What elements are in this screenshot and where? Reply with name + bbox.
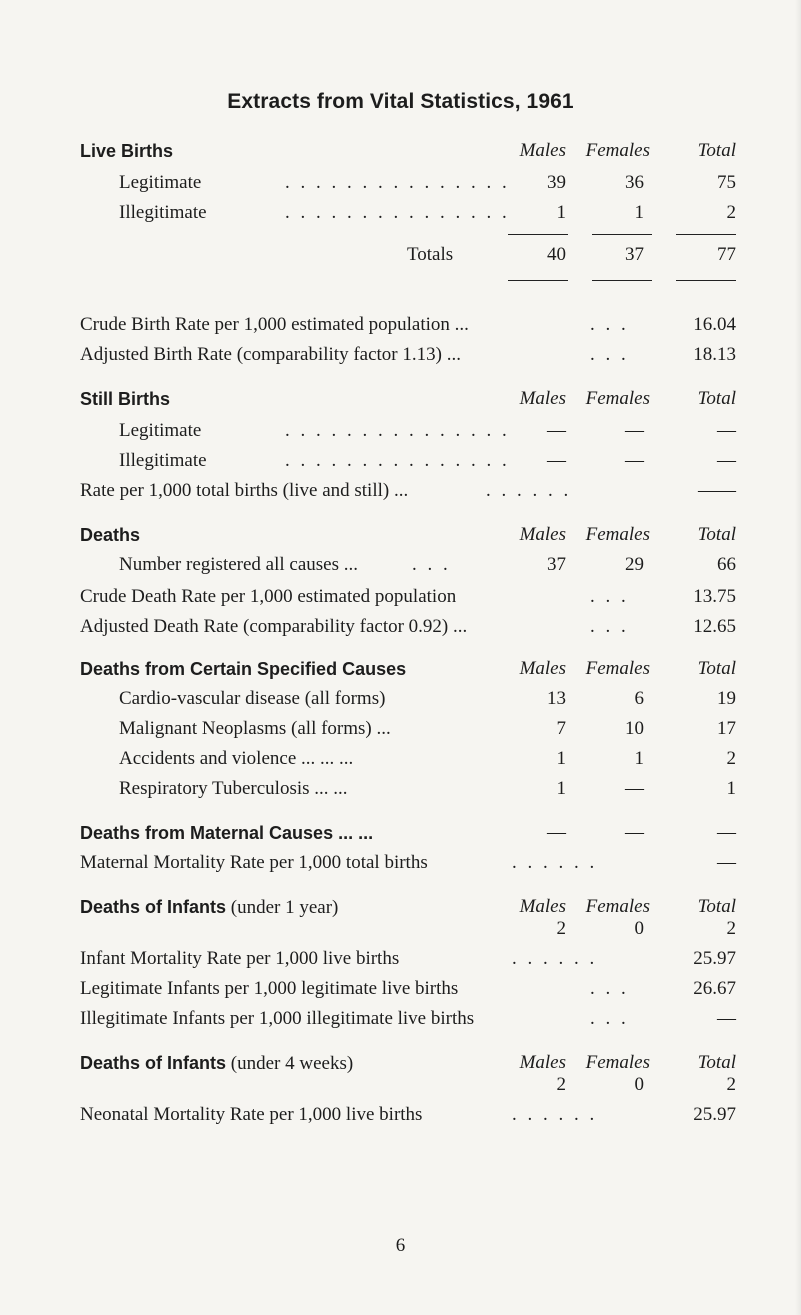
heading-bold: Deaths of Infants — [80, 897, 227, 917]
row-label: Malignant Neoplasms (all forms) ... — [119, 718, 391, 739]
males-value: 13 — [547, 688, 566, 709]
row-label: Neonatal Mortality Rate per 1,000 live births — [80, 1104, 423, 1125]
col-total: Total — [697, 1052, 736, 1073]
table-row — [0, 1100, 801, 1130]
divider — [676, 234, 736, 235]
heading-qualifier: (under 4 weeks) — [230, 1053, 354, 1074]
males-value: 2 — [556, 1074, 566, 1095]
row-label: Illegitimate — [119, 450, 207, 471]
total-value: 2 — [726, 748, 736, 769]
col-females: Females — [585, 524, 650, 545]
table-row — [0, 416, 801, 446]
row-label: Illegitimate Infants per 1,000 illegitimate live births — [80, 1008, 475, 1029]
col-males: Males — [519, 1052, 566, 1073]
table-row — [0, 340, 801, 370]
total-value: 25.97 — [693, 948, 736, 969]
males-value: — — [547, 420, 566, 441]
table-row — [0, 612, 801, 642]
males-value: — — [547, 450, 566, 471]
totals-label: Totals — [407, 244, 454, 265]
col-total: Total — [697, 140, 736, 161]
row-label: Crude Birth Rate per 1,000 estimated population ... — [80, 314, 469, 335]
row-label: Legitimate — [119, 420, 202, 441]
table-row — [0, 198, 801, 228]
col-males: Males — [519, 388, 566, 409]
col-females: Females — [585, 896, 650, 917]
males-value: 1 — [556, 778, 566, 799]
females-value: 1 — [634, 202, 644, 223]
total-value: 13.75 — [693, 586, 736, 607]
leader-dots: . . . . . . . . . . . . . . . — [285, 420, 510, 441]
row-label: Adjusted Birth Rate (comparability factor 1.13) ... — [80, 344, 461, 365]
section-heading: Deaths — [80, 525, 141, 545]
total-value: — — [717, 420, 736, 441]
males-value: 40 — [547, 244, 566, 265]
total-value: 2 — [726, 1074, 736, 1095]
females-value: 0 — [634, 1074, 644, 1095]
still-births-header-row — [0, 384, 801, 414]
males-value: 37 — [547, 554, 566, 575]
females-value: 29 — [625, 554, 644, 575]
col-males: Males — [519, 896, 566, 917]
females-value: 1 — [634, 748, 644, 769]
females-value: 6 — [634, 688, 644, 709]
col-total: Total — [697, 896, 736, 917]
total-value: 2 — [726, 202, 736, 223]
females-value: 36 — [625, 172, 644, 193]
males-value: 1 — [556, 202, 566, 223]
total-value: —— — [698, 480, 736, 501]
total-value: — — [717, 822, 736, 843]
males-value: 7 — [556, 718, 566, 739]
females-value: — — [625, 450, 644, 471]
total-value: — — [717, 450, 736, 471]
females-value: 37 — [625, 244, 644, 265]
table-row — [0, 744, 801, 774]
total-value: 66 — [717, 554, 736, 575]
table-row — [0, 714, 801, 744]
row-label: Cardio-vascular disease (all forms) — [119, 688, 386, 709]
leader-dots: . . . . . . — [486, 480, 572, 501]
col-females: Females — [585, 140, 650, 161]
total-value: 1 — [726, 778, 736, 799]
divider — [592, 280, 652, 281]
leader-dots: . . . — [590, 586, 629, 607]
col-total: Total — [697, 388, 736, 409]
section-heading: Deaths from Certain Specified Causes — [80, 659, 407, 679]
leader-dots: . . . — [590, 616, 629, 637]
page-title: Extracts from Vital Statistics, 1961 — [227, 90, 574, 113]
females-value: 0 — [634, 918, 644, 939]
heading-qualifier: (under 1 year) — [230, 897, 339, 918]
table-row — [0, 774, 801, 804]
divider — [508, 280, 568, 281]
col-females: Females — [585, 1052, 650, 1073]
table-row — [0, 446, 801, 476]
males-value: 39 — [547, 172, 566, 193]
total-value: — — [717, 1008, 736, 1029]
col-females: Females — [585, 388, 650, 409]
col-males: Males — [519, 658, 566, 679]
leader-dots: . . . . . . . . . . . . . . . — [285, 202, 510, 223]
total-value: 12.65 — [693, 616, 736, 637]
row-label: Legitimate — [119, 172, 202, 193]
total-value: 16.04 — [693, 314, 736, 335]
divider — [592, 234, 652, 235]
live-births-header-row — [0, 136, 801, 166]
females-value: — — [625, 778, 644, 799]
leader-dots: . . . — [590, 344, 629, 365]
row-label: Illegitimate — [119, 202, 207, 223]
females-value: 10 — [625, 718, 644, 739]
table-row — [0, 684, 801, 714]
section-heading: Deaths from Maternal Causes ... ... — [80, 823, 374, 843]
leader-dots: . . . . . . — [512, 1104, 598, 1125]
row-label: Maternal Mortality Rate per 1,000 total births — [80, 852, 428, 873]
row-label: Accidents and violence ... ... ... — [119, 748, 354, 769]
leader-dots: . . . . . . . . . . . . . . . — [285, 450, 510, 471]
table-row — [0, 168, 801, 198]
row-label: Number registered all causes ... — [119, 554, 358, 575]
row-label: Respiratory Tuberculosis ... ... — [119, 778, 348, 799]
total-value: 18.13 — [693, 344, 736, 365]
page-number: 6 — [395, 1235, 406, 1256]
leader-dots: . . . . . . . . . . . . . . . — [285, 172, 510, 193]
males-value: 2 — [556, 918, 566, 939]
heading-bold: Deaths of Infants — [80, 1053, 227, 1073]
table-row — [0, 848, 801, 878]
deaths-header-row — [0, 520, 801, 550]
col-total: Total — [697, 524, 736, 545]
total-value: 77 — [717, 244, 736, 265]
table-row — [0, 914, 801, 944]
total-value: 75 — [717, 172, 736, 193]
females-value: — — [625, 822, 644, 843]
table-row — [0, 310, 801, 340]
females-value: — — [625, 420, 644, 441]
table-row — [0, 944, 801, 974]
table-row — [0, 550, 801, 580]
row-label: Adjusted Death Rate (comparability factor 0.92) ... — [80, 616, 468, 637]
page-edge-shadow — [795, 0, 801, 1315]
col-females: Females — [585, 658, 650, 679]
row-label: Rate per 1,000 total births (live and still) ... — [80, 480, 409, 501]
row-label: Infant Mortality Rate per 1,000 live births — [80, 948, 400, 969]
table-row — [0, 974, 801, 1004]
section-heading: Still Births — [80, 389, 171, 409]
table-row — [0, 1004, 801, 1034]
males-value: — — [547, 822, 566, 843]
specified-causes-header-row — [0, 654, 801, 684]
total-value: — — [717, 852, 736, 873]
leader-dots: . . . . . . — [512, 948, 598, 969]
maternal-header-row — [0, 818, 801, 848]
row-label: Crude Death Rate per 1,000 estimated population — [80, 586, 457, 607]
leader-dots: . . . — [590, 978, 629, 999]
total-value: 2 — [726, 918, 736, 939]
leader-dots: . . . — [590, 1008, 629, 1029]
row-label: Legitimate Infants per 1,000 legitimate live births — [80, 978, 459, 999]
divider — [508, 234, 568, 235]
leader-dots: . . . — [412, 554, 451, 575]
table-row — [0, 1070, 801, 1100]
leader-dots: . . . — [590, 314, 629, 335]
col-males: Males — [519, 524, 566, 545]
leader-dots: . . . . . . — [512, 852, 598, 873]
total-value: 19 — [717, 688, 736, 709]
total-value: 17 — [717, 718, 736, 739]
males-value: 1 — [556, 748, 566, 769]
table-row — [0, 476, 801, 506]
col-total: Total — [697, 658, 736, 679]
totals-row — [0, 240, 801, 270]
section-heading: Live Births — [80, 141, 174, 161]
total-value: 26.67 — [693, 978, 736, 999]
col-males: Males — [519, 140, 566, 161]
table-row — [0, 582, 801, 612]
divider — [676, 280, 736, 281]
total-value: 25.97 — [693, 1104, 736, 1125]
